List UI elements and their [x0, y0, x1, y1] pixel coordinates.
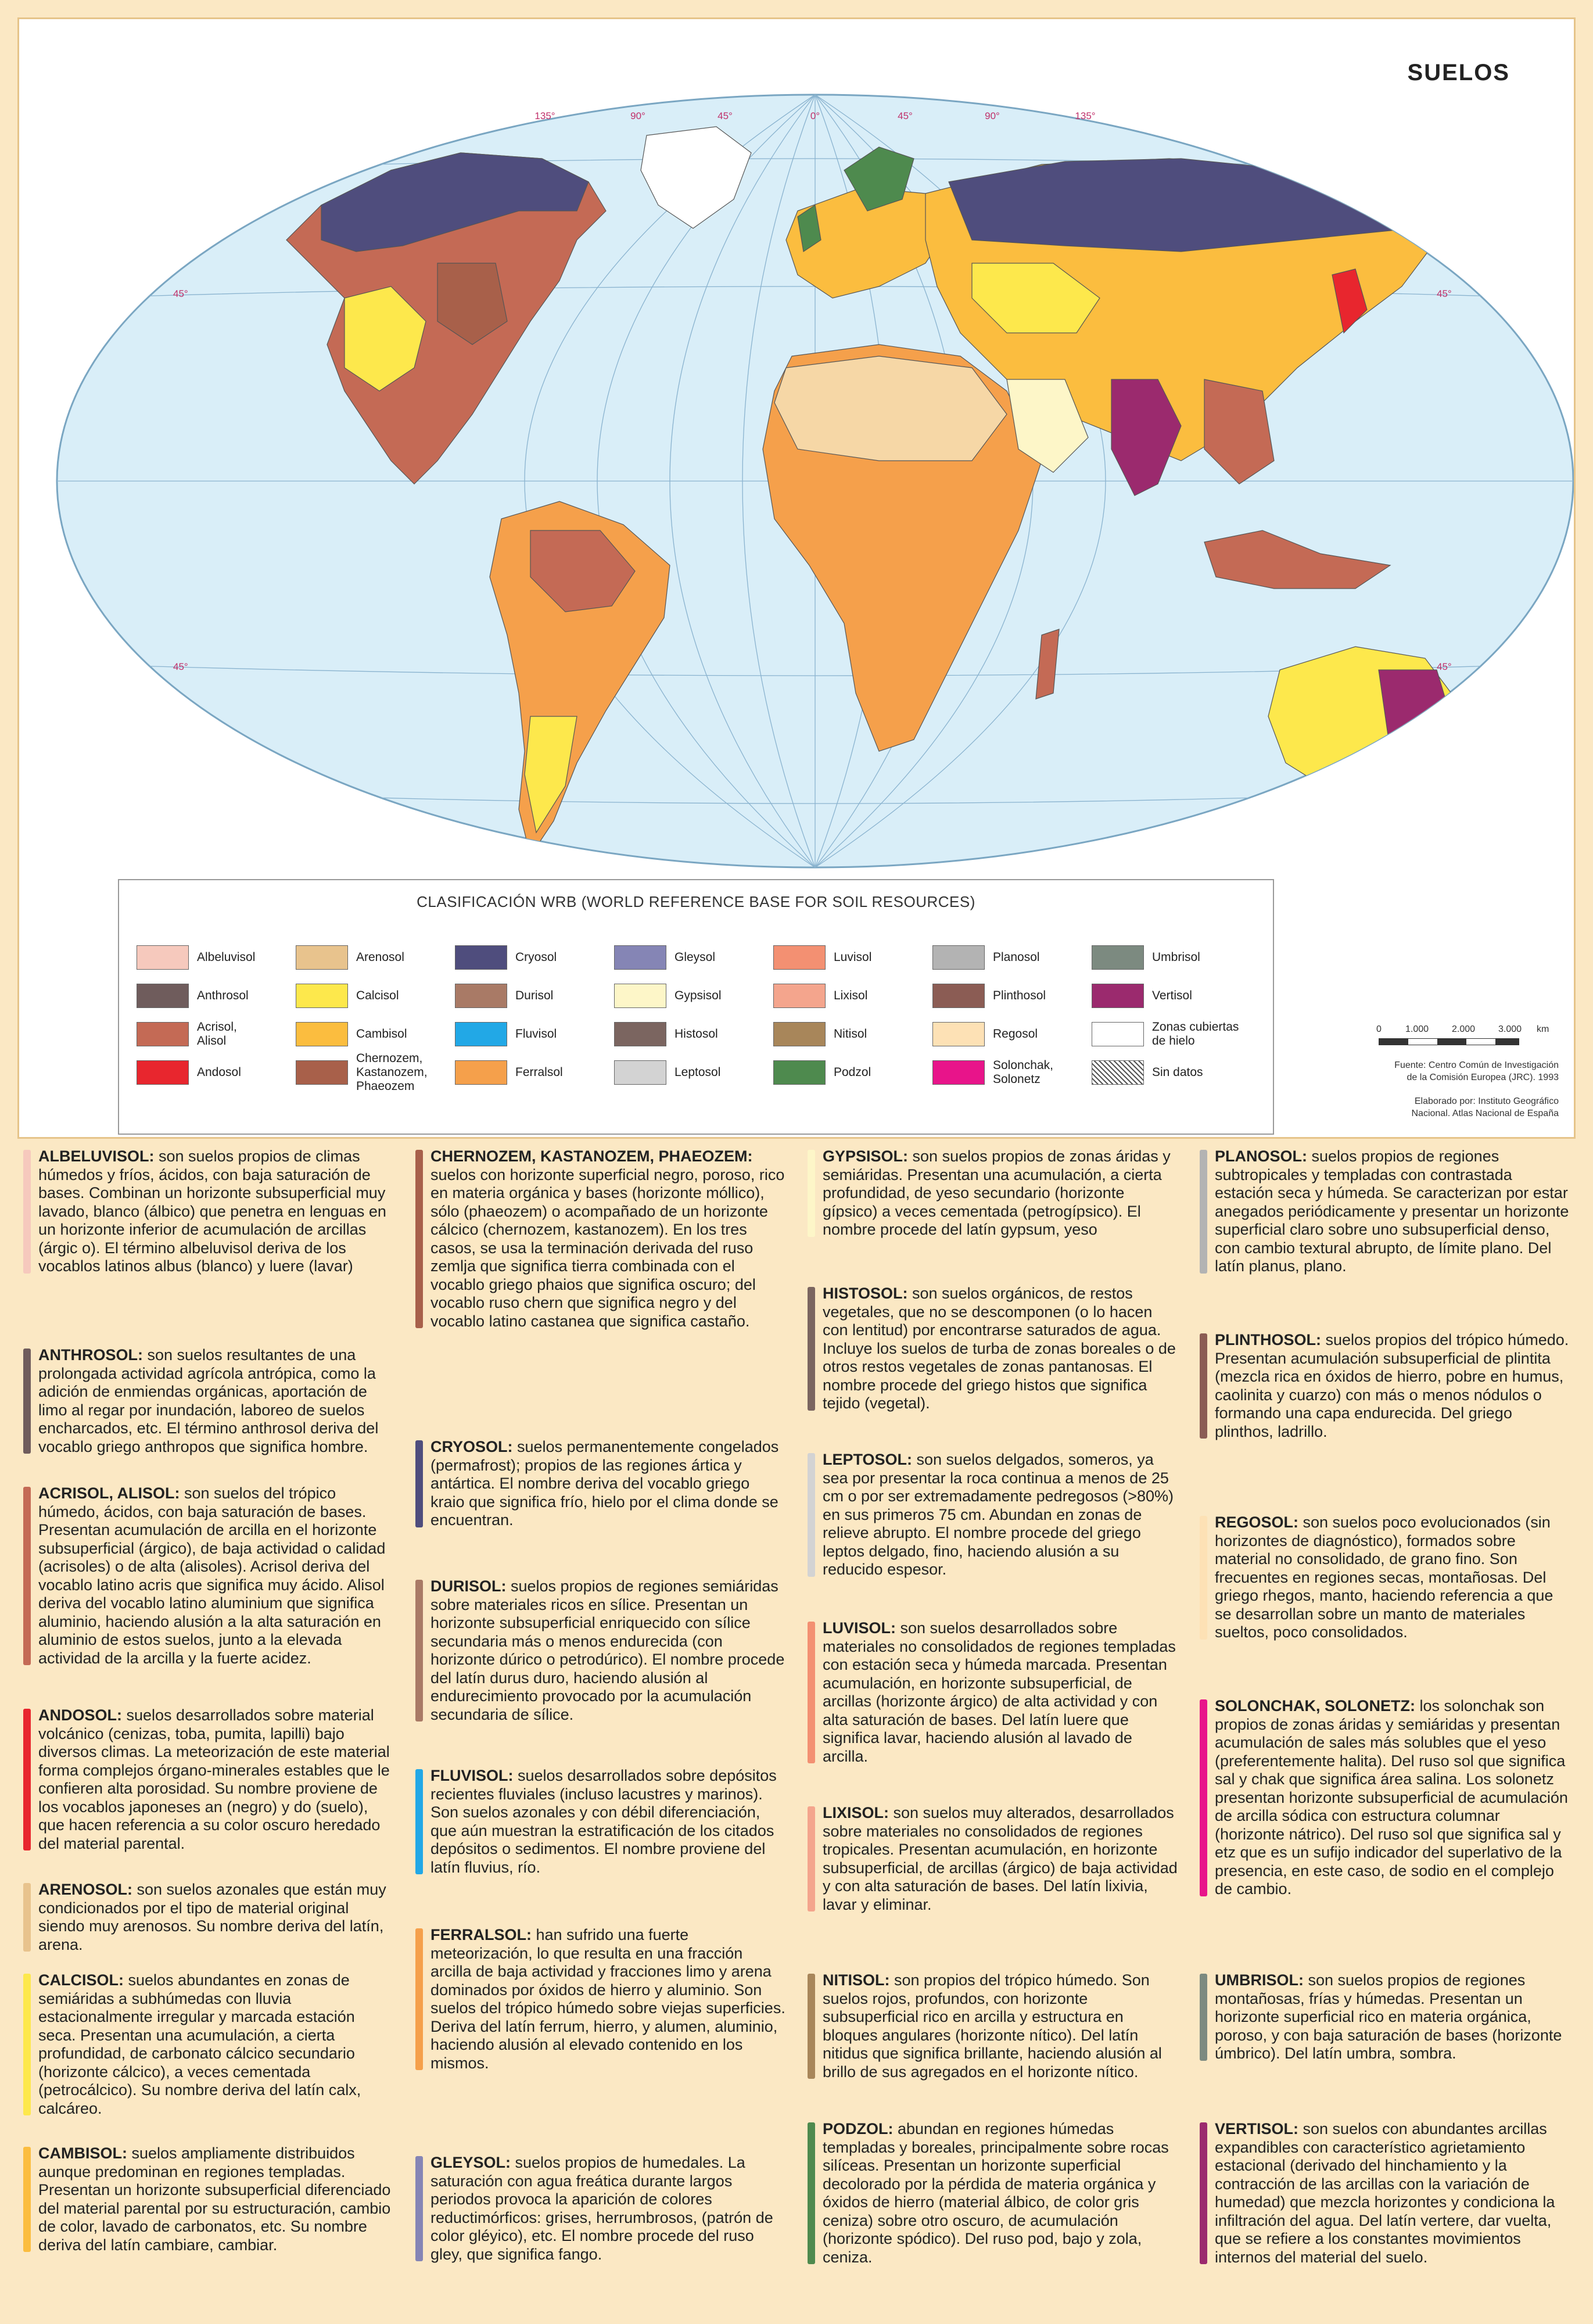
legend-swatch	[932, 945, 985, 970]
soil-text: suelos abundantes en zonas de semiáridas a subhúmedas con lluvia estacionalmente irregular y marcada estación seca. Presentan una acumulación, a cierta profundidad, de carbonato cálcico secundario (horizonte cálcico), a veces cementada (petrocálcico). Su nombre deriva del latín calx, calcáreo.	[38, 1971, 361, 2117]
soil-text: son suelos propios de climas húmedos y fríos, ácidos, con baja saturación de bases. Combinan un horizonte subsuperficial muy lavado, blanco (álbico) que penetra en lenguas en un horizonte inferior de acumulación de arcillas (árgic o). El término albeluvisol deriva de los vocablos latinos albus (blanco) y luere (lavar)	[38, 1147, 386, 1275]
soil-color-bar	[23, 2147, 31, 2252]
soil-text: son suelos delgados, someros, ya sea por presentar la roca continua a menos de 25 cm o por ser extremadamente pedregosos (>80%) en sus primeros 75 cm. Abundan en zonas de relieve abrupto. El nombre procede del griego leptos delgado, fino, haciendo alusión a su reducido espesor.	[823, 1451, 1174, 1578]
legend-item	[455, 1015, 614, 1053]
legend-swatch	[1092, 1022, 1144, 1046]
soil-name: CHERNOZEM, KASTANOZEM, PHAEOZEM:	[430, 1147, 753, 1165]
lon-label: 0°	[810, 110, 820, 121]
legend-label: Acrisol, Alisol	[197, 1020, 237, 1048]
legend-swatch	[1092, 945, 1144, 970]
soil-description	[23, 1971, 395, 2118]
legend-swatch	[296, 1022, 348, 1046]
lat-label: 45°	[1437, 288, 1452, 299]
soil-description	[808, 1147, 1179, 1239]
soil-text: suelos con horizonte superficial negro, poroso, rico en materia orgánica y bases (horizonte móllico), sólo (phaeozem) o acompañado de un horizonte cálcico (chernozem, kastanozem). En los tres casos, se usa la terminación derivada del ruso zemlja que significa tierra combinada con el vocablo griego phaios que significa oscuro; del vocablo ruso chern que significa negro y del vocablo latino castanea que significa castaño.	[430, 1165, 785, 1330]
legend-swatch	[773, 1022, 826, 1046]
legend-label: Fluvisol	[515, 1027, 557, 1041]
lon-label: 90°	[985, 110, 1000, 121]
lat-label: 45°	[1437, 661, 1452, 672]
soil-description	[23, 1881, 395, 1954]
scale-label: 3.000	[1498, 1024, 1522, 1034]
legend-label: Anthrosol	[197, 989, 249, 1002]
legend-swatch	[1092, 984, 1144, 1008]
legend-label: Planosol	[993, 951, 1040, 964]
soil-description	[1200, 1971, 1572, 2063]
soil-color-bar	[23, 1349, 31, 1454]
soil-description	[23, 1706, 395, 1853]
legend-item	[1092, 1015, 1251, 1053]
author-line: Nacional. Atlas Nacional de España	[1411, 1109, 1559, 1118]
legend-item	[773, 938, 932, 977]
soil-text: son suelos desarrollados sobre materiales no consolidados de regiones templadas con estación seca y húmeda marcada. Presentan acumulación, en horizonte subsuperficial, de arcillas (horizonte árgico) de alta actividad y con alta saturación de bases. Del latín luere que significa lavar, haciendo alusión al lavado de arcilla.	[823, 1619, 1176, 1765]
soil-name: NITISOL:	[823, 1971, 890, 1989]
scale-bar-graphic	[1379, 1038, 1519, 1045]
legend-label: Vertisol	[1152, 989, 1192, 1002]
legend-item	[137, 938, 296, 977]
soil-color-bar	[1200, 1516, 1207, 1640]
legend-title: CLASIFICACIÓN WRB (WORLD REFERENCE BASE FOR SOIL RESOURCES)	[417, 893, 975, 910]
soil-text: son suelos azonales que están muy condicionados por el tipo de material original siendo muy arenosos. Su nombre deriva del latín, arena.	[38, 1881, 386, 1953]
soil-name: PODZOL:	[823, 2120, 894, 2137]
soil-color-bar	[23, 1883, 31, 1952]
soil-color-bar	[1200, 1333, 1207, 1439]
soil-name: ACRISOL, ALISOL:	[38, 1484, 180, 1502]
soil-text: son suelos con abundantes arcillas expandibles con característico agrietamiento estacional (derivado del hinchamiento y la contracción de las arcillas con la variación de humedad) que mezcla horizontes y condiciona la infiltración del agua. Del latín vertere, dar vuelta, que se refiere a los constantes movimientos internos del material del suelo.	[1215, 2120, 1555, 2266]
lon-label: 135°	[534, 110, 555, 121]
legend-label: Gleysol	[674, 951, 716, 964]
legend-label: Solonchak, Solonetz	[993, 1059, 1053, 1086]
legend-swatch	[773, 984, 826, 1008]
soil-name: HISTOSOL:	[823, 1285, 908, 1302]
soil-color-bar	[808, 1453, 815, 1577]
lat-label: 45°	[173, 288, 188, 299]
soil-name: GYPSISOL:	[823, 1147, 909, 1165]
soil-description	[1200, 1514, 1572, 1642]
legend-label: Leptosol	[674, 1066, 721, 1079]
legend-item	[932, 1053, 1092, 1092]
soil-color-bar	[415, 1440, 423, 1527]
legend-label: Arenosol	[356, 951, 404, 964]
soil-name: ANTHROSOL:	[38, 1346, 143, 1364]
soil-description	[23, 1147, 395, 1276]
legend-item	[455, 1053, 614, 1092]
legend-swatch	[773, 945, 826, 970]
map-frame	[17, 17, 1576, 1139]
soil-description	[808, 1619, 1179, 1766]
soil-description	[415, 1926, 787, 2072]
soil-description	[1200, 2120, 1572, 2266]
soil-name: REGOSOL:	[1215, 1514, 1299, 1531]
legend-label: Plinthosol	[993, 989, 1046, 1002]
soil-description	[23, 1484, 395, 1667]
soil-color-bar	[808, 2122, 815, 2264]
soil-description	[23, 1346, 395, 1456]
soil-color-bar	[1200, 1150, 1207, 1274]
legend-item	[296, 938, 455, 977]
soil-name: FERRALSOL:	[430, 1926, 532, 1943]
soil-descriptions	[23, 1147, 1569, 2309]
map-title: SUELOS	[1407, 60, 1510, 85]
soil-color-bar	[808, 1806, 815, 1911]
soil-color-bar	[415, 1150, 423, 1328]
soil-name: GLEYSOL:	[430, 2154, 511, 2171]
soil-description	[415, 2154, 787, 2264]
soil-name: LEPTOSOL:	[823, 1451, 913, 1468]
scale-label: 2.000	[1452, 1024, 1476, 1034]
legend-swatch	[614, 945, 666, 970]
soil-description	[415, 1767, 787, 1877]
soil-text: son suelos poco evolucionados (sin horizontes de diagnóstico), formados sobre material no consolidado, de grano fino. Son frecuentes en regiones secas, montañosas. Del griego rhegos, manto, haciendo referencia a que se desarrollan sobre un manto de materiales sueltos, poco consolidados.	[1215, 1514, 1553, 1641]
lat-label: 45°	[173, 661, 188, 672]
legend-item	[1092, 1053, 1251, 1092]
lon-label: 45°	[717, 110, 733, 121]
soil-name: CALCISOL:	[38, 1971, 124, 1989]
soil-color-bar	[1200, 1974, 1207, 2061]
soil-text: son suelos propios de zonas áridas y semiáridas. Presentan una acumulación, a cierta profundidad, de yeso secundario (horizonte gípsico) a veces cementada (petrogípsico). El nombre procede del latín gypsum, yeso	[823, 1147, 1171, 1238]
soil-text: son suelos del trópico húmedo, ácidos, con baja saturación de bases. Presentan acumulación de arcilla en el horizonte subsuperficial (árgico), de baja actividad o calidad (acrisoles) o de alta (alisoles). Acrisol deriva del vocablo latino acris que significa muy ácido. Alisol deriva del vocablo latino aluminium que significa aluminio, haciendo alusión a la alta saturación en aluminio de estos suelos, junto a la elevada actividad de la arcilla y la fuerte acidez.	[38, 1484, 386, 1667]
source-credit	[1268, 1059, 1559, 1084]
legend-label: Regosol	[993, 1027, 1038, 1041]
legend-item	[932, 1015, 1092, 1053]
soil-description	[808, 1451, 1179, 1579]
legend-item	[296, 1053, 455, 1092]
soil-color-bar	[23, 1487, 31, 1665]
legend-label: Albeluvisol	[197, 951, 256, 964]
soil-color-bar	[23, 1150, 31, 1274]
source-line: de la Comisión Europea (JRC). 1993	[1407, 1073, 1559, 1082]
lon-label: 45°	[898, 110, 913, 121]
legend-swatch	[614, 1060, 666, 1085]
legend-item	[455, 938, 614, 977]
legend-swatch	[455, 984, 507, 1008]
legend-item	[1092, 977, 1251, 1015]
soil-description	[1200, 1331, 1572, 1441]
soil-name: UMBRISOL:	[1215, 1971, 1304, 1989]
soil-name: VERTISOL:	[1215, 2120, 1299, 2137]
lon-label: 135°	[1075, 110, 1096, 121]
soil-color-bar	[808, 1287, 815, 1411]
soil-name: CRYOSOL:	[430, 1438, 513, 1455]
legend-swatch	[614, 984, 666, 1008]
legend-item	[614, 1053, 773, 1092]
legend-label: Calcisol	[356, 989, 399, 1002]
soil-color-bar	[1200, 1699, 1207, 1896]
legend-swatch	[932, 1022, 985, 1046]
legend-swatch	[137, 945, 189, 970]
soil-text: son suelos propios de regiones montañosas, frías y húmedas. Presentan un horizonte superficial rico en materia orgánica, poroso, y con baja saturación de bases (horizonte úmbrico). Del latín umbra, sombra.	[1215, 1971, 1562, 2062]
soil-description	[808, 1971, 1179, 2081]
soil-text: suelos propios de regiones semiáridas sobre materiales ricos en sílice. Presentan un horizonte subsuperficial enriquecido con sílice secundaria más o menos endurecida (con horizonte dúrico o petrodúrico). El nombre procede del latín durus duro, haciendo alusión al endurecimiento provocado por la acumulación secundaria de sílice.	[430, 1577, 785, 1723]
soil-name: PLANOSOL:	[1215, 1147, 1307, 1165]
soil-name: ARENOSOL:	[38, 1881, 132, 1898]
soil-name: ANDOSOL:	[38, 1706, 122, 1724]
soil-name: FLUVISOL:	[430, 1767, 514, 1784]
author-line: Elaborado por: Instituto Geográfico	[1414, 1096, 1559, 1106]
legend-label: Gypsisol	[674, 989, 722, 1002]
legend-label: Sin datos	[1152, 1066, 1203, 1079]
source-line: Fuente: Centro Común de Investigación	[1394, 1060, 1559, 1070]
soil-color-bar	[415, 1580, 423, 1722]
soil-text: los solonchak son propios de zonas áridas y semiáridas y presentan acumulación de sales más solubles que el yeso (preferentemente halita). Del ruso sol que significa sal y chak que significa área salina. Los solonetz presentan horizonte subsuperficial de acumulación de arcilla sódica con estructura columnar (horizonte nátrico). Del ruso sol que significa sal y etz que es un sufijo indicador del superlativo de la presencia, en este caso, de sodio en el complejo de cambio.	[1215, 1697, 1568, 1898]
soil-color-bar	[415, 2156, 423, 2261]
legend-label: Zonas cubiertas de hielo	[1152, 1020, 1239, 1048]
soil-description	[808, 1804, 1179, 1914]
legend-item	[137, 1053, 296, 1092]
legend-swatch	[455, 1060, 507, 1085]
legend-swatch	[614, 1022, 666, 1046]
legend-item	[296, 1015, 455, 1053]
legend-item	[932, 977, 1092, 1015]
soil-text: abundan en regiones húmedas templadas y boreales, principalmente sobre rocas silíceas. Presentan un horizonte superficial decolorado por la pérdida de materia orgánica y óxidos de hierro (material álbico, de color gris ceniza) sobre otro oscuro, de acumulación (horizonte spódico). Del ruso pod, bajo y zola, ceniza.	[823, 2120, 1169, 2266]
legend-swatch	[296, 984, 348, 1008]
author-credit	[1268, 1095, 1559, 1120]
soil-text: suelos propios del trópico húmedo. Presentan acumulación subsuperficial de plintita (mezcla rica en óxidos de hierro, pobre en humus, caolinita y cuarzo) con más o menos nódulos o formando una capa endurecida. Del griego plinthos, ladrillo.	[1215, 1331, 1569, 1440]
soil-color-bar	[23, 1974, 31, 2115]
scale-label: km	[1537, 1024, 1549, 1034]
scale-labels	[1376, 1024, 1553, 1038]
legend-label: Cryosol	[515, 951, 557, 964]
legend-label: Histosol	[674, 1027, 718, 1041]
soil-description	[808, 2120, 1179, 2266]
legend-swatch	[137, 1022, 189, 1046]
legend-item	[1092, 938, 1251, 977]
soil-text: son propios del trópico húmedo. Son suelos rojos, profundos, con horizonte subsuperficial rico en arcilla y estructura en bloques angulares (horizonte nítico). Del latín nitidus que significa brillante, haciendo alusión al brillo de sus agregados en el horizonte nítico.	[823, 1971, 1162, 2081]
soil-name: ALBELUVISOL:	[38, 1147, 155, 1165]
soil-text: suelos ampliamente distribuidos aunque predominan en regiones templadas. Presentan un horizonte subsuperficial diferenciado del material parental por su estructuración, cambio de color, lavado de carbonatos, etc. Su nombre deriva del latín cambiare, cambiar.	[38, 2144, 391, 2254]
soil-text: son suelos orgánicos, de restos vegetales, que no se descomponen (o lo hacen con lentitud) por encontrarse saturados de agua. Incluye los suelos de turba de zonas boreales o de otros restos vegetales de zonas pantanosas. El nombre procede del griego histos que significa tejido (vegetal).	[823, 1285, 1176, 1412]
soil-name: DURISOL:	[430, 1577, 507, 1595]
legend-item	[455, 977, 614, 1015]
legend-swatch	[137, 1060, 189, 1085]
legend-item	[137, 1015, 296, 1053]
soil-text: suelos desarrollados sobre material volcánico (cenizas, toba, pumita, lapilli) bajo diversos climas. La meteorización de este material forma complejos órgano-minerales estables que le confieren alta porosidad. Su nombre proviene de los vocablos japoneses an (negro) y do (suelo), que hacen referencia a su color oscuro heredado del material parental.	[38, 1706, 390, 1852]
soil-name: CAMBISOL:	[38, 2144, 127, 2162]
soil-text: han sufrido una fuerte meteorización, lo que resulta en una fracción arcilla de baja actividad y fracciones limo y arena dominados por óxidos de hierro y aluminio. Son suelos del trópico húmedo sobre viejas superficies. Deriva del latín ferrum, hierro, y alumen, aluminio, haciendo alusión al elevado contenido en los mismos.	[430, 1926, 785, 2072]
legend-item	[932, 938, 1092, 977]
legend-swatch	[455, 945, 507, 970]
sahara	[774, 356, 1007, 461]
legend-label: Cambisol	[356, 1027, 407, 1041]
legend-label: Andosol	[197, 1066, 241, 1079]
legend-item	[773, 1015, 932, 1053]
soil-color-bar	[415, 1928, 423, 2070]
soil-description	[1200, 1147, 1572, 1276]
legend-label: Durisol	[515, 989, 554, 1002]
soil-description	[415, 1577, 787, 1724]
soil-color-bar	[808, 1974, 815, 2079]
soil-name: LUVISOL:	[823, 1619, 896, 1637]
legend	[118, 879, 1274, 1135]
soil-text: suelos permanentemente congelados (permafrost); propios de las regiones ártica y antártica. El nombre deriva del vocablo griego kraio que significa frío, hielo por el clima donde se encuentran.	[430, 1438, 779, 1529]
legend-label: Luvisol	[834, 951, 872, 964]
legend-swatch	[455, 1022, 507, 1046]
legend-item	[614, 1015, 773, 1053]
scale-label: 1.000	[1405, 1024, 1429, 1034]
lon-label: 90°	[630, 110, 645, 121]
soil-color-bar	[808, 1622, 815, 1763]
soil-name: LIXISOL:	[823, 1804, 889, 1821]
soil-description	[1200, 1697, 1572, 1899]
legend-swatch	[137, 984, 189, 1008]
legend-swatch	[296, 945, 348, 970]
legend-label: Podzol	[834, 1066, 871, 1079]
scale-bar	[1376, 1024, 1553, 1045]
legend-swatch	[773, 1060, 826, 1085]
legend-swatch	[932, 1060, 985, 1085]
legend-item	[296, 977, 455, 1015]
legend-swatch	[296, 1060, 348, 1085]
legend-item	[614, 977, 773, 1015]
soil-color-bar	[415, 1769, 423, 1874]
soil-text: suelos propios de regiones subtropicales y templadas con contrastada estación seca y húmeda. Se caracterizan por estar anegados periódicamente y presentar un horizonte superficial claro sobre uno subsuperficial denso, con cambio textural abrupto, de límite plano. Del latín planus, plano.	[1215, 1147, 1569, 1275]
legend-grid	[137, 938, 1251, 1092]
legend-swatch	[932, 984, 985, 1008]
scale-label: 0	[1376, 1024, 1382, 1034]
legend-item	[773, 1053, 932, 1092]
soil-text: suelos desarrollados sobre depósitos recientes fluviales (incluso lacustres y marinos). Son suelos azonales y con débil diferenciación, que aún muestran la estratificación de los citados depósitos o sedimentos. El nombre proviene del latín fluvius, río.	[430, 1767, 777, 1876]
soil-color-bar	[1200, 2122, 1207, 2264]
legend-item	[773, 977, 932, 1015]
soil-color-bar	[808, 1150, 815, 1237]
soil-text: suelos propios de humedales. La saturación con agua freática durante largos periodos provoca la aparición de colores reductimórficos: grises, herrumbrosos, (patrón de color gléyico), etc. El nombre procede del ruso gley, que significa fango.	[430, 2154, 773, 2263]
soil-text: son suelos resultantes de una prolongada actividad agrícola antrópica, como la adición de enmiendas orgánicas, aportación de limo al regar por inundación, laboreo de suelos encharcados, etc. El término anthrosol deriva del vocablo griego anthropos que significa hombre.	[38, 1346, 379, 1455]
legend-label: Nitisol	[834, 1027, 867, 1041]
legend-item	[614, 938, 773, 977]
legend-swatch	[1092, 1060, 1144, 1085]
legend-label: Ferralsol	[515, 1066, 563, 1079]
soil-description	[415, 1438, 787, 1530]
legend-label: Chernozem, Kastanozem, Phaeozem	[356, 1052, 428, 1093]
soil-name: PLINTHOSOL:	[1215, 1331, 1321, 1349]
legend-label: Umbrisol	[1152, 951, 1200, 964]
soil-description	[808, 1285, 1179, 1413]
legend-item	[137, 977, 296, 1015]
soil-description	[415, 1147, 787, 1330]
legend-label: Lixisol	[834, 989, 868, 1002]
soil-color-bar	[23, 1709, 31, 1850]
soil-name: SOLONCHAK, SOLONETZ:	[1215, 1697, 1415, 1715]
soil-text: son suelos muy alterados, desarrollados sobre materiales no consolidados de regiones tropicales. Presentan acumulación, en horizonte subsuperficial, de arcillas (árgico) de baja actividad y con alta saturación de bases. Del latín lixivia, lavar y eliminar.	[823, 1804, 1178, 1913]
new-zealand	[1501, 792, 1524, 844]
soil-description	[23, 2144, 395, 2254]
